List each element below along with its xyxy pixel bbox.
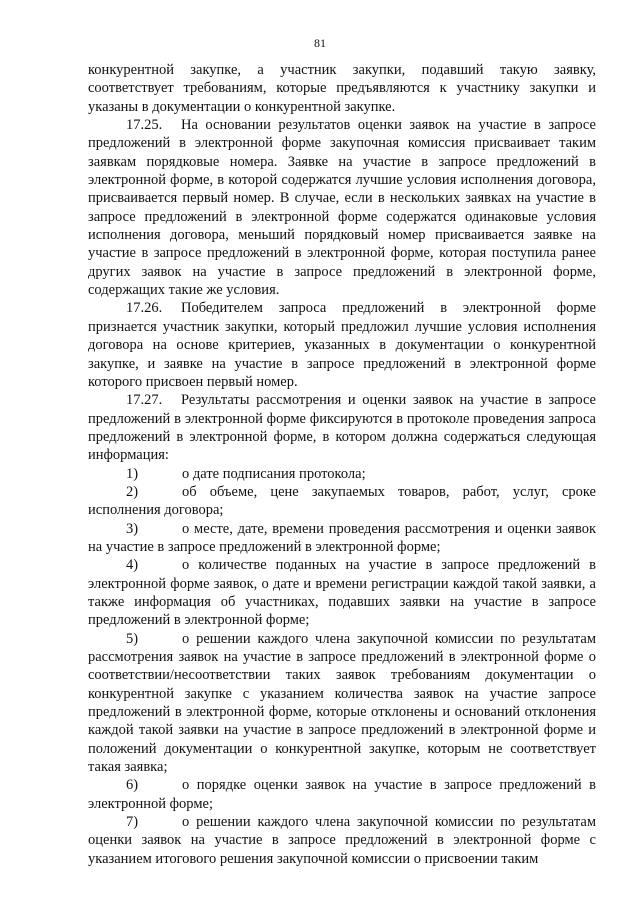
list-item-text: о количестве поданных на участие в запросе предложений в электронной форме заявок, о дате и времени регистрации каждой такой заявки, а также информация об участниках, подавших заявки на участие в запросе предложений в электронной форме; xyxy=(88,557,596,629)
list-item xyxy=(88,465,596,483)
list-item-number: 5) xyxy=(126,630,139,647)
list-item-text: о решении каждого члена закупочной комиссии по результатам оценки заявок на участие в запросе предложений в электронной форме с указанием итогового решения закупочной комиссии о присвоении таким xyxy=(88,814,596,867)
list-item-text: о дате подписания протокола; xyxy=(182,465,366,482)
list-item-number: 4) xyxy=(126,557,139,574)
clause-number: 17.27. xyxy=(126,392,163,409)
clause-text: Победителем запроса предложений в электронной форме признается участник закупки, который предложил лучшие условия исполнения договора на основе критериев, указанных в документации о конкурентной закупке, и заявке на участие в запросе предложений в электронной форме которого присвоен первый номер. xyxy=(88,300,596,390)
list-item xyxy=(88,813,596,868)
clause-17-27 xyxy=(88,391,596,464)
list-item-number: 7) xyxy=(126,814,139,831)
list-item-number: 1) xyxy=(126,465,139,482)
clause-17-25 xyxy=(88,116,596,299)
clause-text: На основании результатов оценки заявок на участие в запросе предложений в электронной форме закупочная комиссия присваивает таким заявкам порядковые номера. Заявке на участие в запросе предложений в электронной форме, в которой содержатся лучшие условия исполнения договора, присваивается первый номер. В случае, если в нескольких заявках на участие в запросе предложений в электронной форме содержатся одинаковые условия исполнения договора, меньший порядковый номер присваивается заявке на участие в запросе предложений в электронной форме, которая поступила ранее других заявок на участие в запросе предложений в электронной форме, содержащих такие же условия. xyxy=(88,117,596,299)
list-item-text: о решении каждого члена закупочной комиссии по результатам рассмотрения заявок на участие в запросе предложений в электронной форме о соответствии/несоответствии таких заявок требованиям документации о конкурентной закупке с указанием количества заявок на участие запросе предложений в электронной форме, которые отклонены и оснований отклонения каждой такой заявки на участие в запросе предложений в электронной форме и положений документации о конкурентной закупке, которым не соответствует такая заявка; xyxy=(88,630,596,776)
document-body xyxy=(88,61,596,868)
clause-number: 17.25. xyxy=(126,117,163,134)
clause-text: Результаты рассмотрения и оценки заявок на участие в запросе предложений в электронной форме фиксируются в протоколе проведения запроса предложений в электронной форме, в котором должна содержаться следующая информация: xyxy=(88,392,596,464)
clause-17-26 xyxy=(88,299,596,391)
clause-number: 17.26. xyxy=(126,300,163,317)
list-item xyxy=(88,483,596,520)
paragraph-continuation: конкурентной закупке, а участник закупки, подавший такую заявку, соответствует требованиям, которые предъявляются к участнику закупки и указаны в документации о конкурентной закупке. xyxy=(88,62,596,115)
list-item xyxy=(88,520,596,557)
list-item-text: о порядке оценки заявок на участие в запросе предложений в электронной форме; xyxy=(88,777,596,812)
list-item xyxy=(88,776,596,813)
list-item-text: об объеме, цене закупаемых товаров, работ, услуг, сроке исполнения договора; xyxy=(88,483,596,519)
list-item-number: 6) xyxy=(126,777,139,794)
list-item xyxy=(88,630,596,777)
list-item xyxy=(88,556,596,629)
page-number: 81 xyxy=(314,36,326,50)
list-item-text: о месте, дате, времени проведения рассмотрения и оценки заявок на участие в запросе предложений в электронной форме; xyxy=(88,520,596,555)
list-item-number: 2) xyxy=(126,483,139,500)
list-item-number: 3) xyxy=(126,520,139,537)
